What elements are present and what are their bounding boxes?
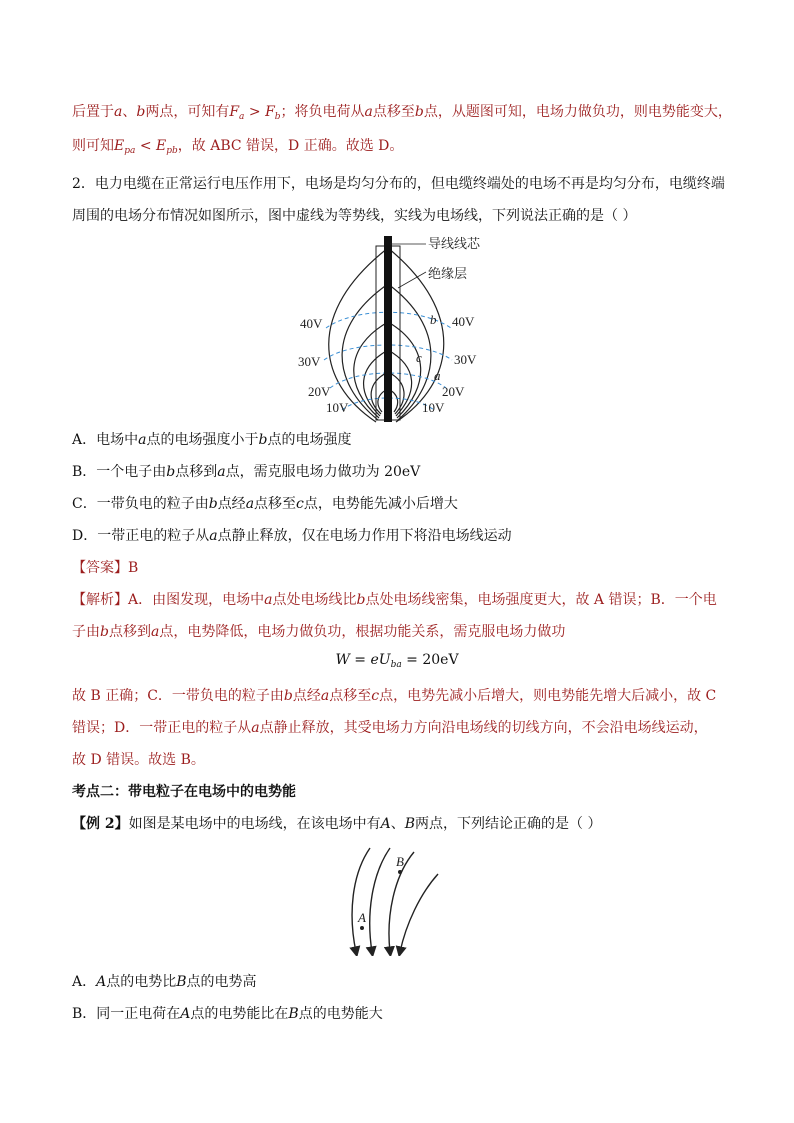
q2-stem-line-2: 周围的电场分布情况如图所示，图中虚线为等势线，实线为电场线，下列说法正确的是（ ） [72, 208, 637, 224]
q2-analysis-line-3: 故 B 正确；C．一带负电的粒子由b点经a点移至c点，电势先减小后增大，则电势能先增大后减小，故 C [72, 688, 717, 704]
q2-formula: $W = eU_{ba} = 20eV$ [335, 652, 459, 670]
wire-core [384, 236, 392, 422]
q2-option-b: B．一个电子由b点移到a点，需克服电场力做功为 20eV [72, 464, 421, 480]
ex2-point-b-dot [398, 870, 402, 874]
ex2-point-a-dot [360, 926, 364, 930]
ex2-option-b: B．同一正电荷在A点的电势能比在B点的电势能大 [72, 1006, 383, 1022]
q2-analysis-line-1: 【解析】A．由图发现，电场中a点处电场线比b点处电场线密集，电场强度更大，故 A 错误；B．一个电 [72, 592, 717, 608]
q2-analysis-line-2: 子由b点移到a点，电势降低，电场力做负功，根据功能关系，需克服电场力做功 [72, 624, 566, 640]
label-40v-right: 40V [452, 314, 475, 329]
label-20v-left: 20V [308, 384, 331, 399]
label-insulation: 绝缘层 [428, 266, 468, 281]
cable-field-figure [296, 232, 506, 424]
ex2-point-a-label: A [358, 910, 366, 925]
ex2-field-line [352, 848, 370, 952]
q2-option-a: A．电场中a点的电场强度小于b点的电场强度 [72, 432, 352, 448]
prev-solution-line-1: 后置于a、b两点，可知有$F_a > F_b$；将负电荷从a点移至b点，从题图可知，电场力做负功，则电势能变大， [72, 104, 732, 122]
point-c: c [416, 350, 422, 365]
ex2-point-b-label: B [396, 854, 404, 869]
label-10v-right: 10V [422, 400, 445, 415]
label-20v-right: 20V [442, 384, 465, 399]
q2-stem-line-1: 2．电力电缆在正常运行电压作用下，电场是均匀分布的，但电缆终端处的电场不再是均匀分布，电缆终端 [72, 176, 725, 192]
label-10v-left: 10V [326, 400, 349, 415]
label-40v-left: 40V [300, 316, 323, 331]
label-30v-left: 30V [298, 354, 321, 369]
q2-option-c: C．一带负电的粒子由b点经a点移至c点，电势能先减小后增大 [72, 496, 458, 512]
section-heading: 考点二：带电粒子在电场中的电势能 [72, 784, 296, 800]
q2-option-d: D．一带正电的粒子从a点静止释放，仅在电场力作用下将沿电场线运动 [72, 528, 512, 544]
q2-answer: 【答案】B [72, 560, 139, 576]
ex2-field-figure [340, 844, 450, 956]
label-30v-right: 30V [454, 352, 477, 367]
prev-solution-line-2: 则可知$E_{pa} < E_{pb}$，故 ABC 错误，D 正确。故选 D。 [72, 138, 404, 156]
ex2-field-line [370, 848, 390, 952]
label-core: 导线线芯 [428, 236, 481, 251]
ex2-stem: 【例 2】如图是某电场中的电场线，在该电场中有A、B两点，下列结论正确的是（ ） [72, 816, 602, 832]
point-b: b [430, 312, 437, 327]
q2-analysis-line-5: 故 D 错误。故选 B。 [72, 752, 205, 768]
point-a: a [434, 368, 441, 383]
ex2-option-a: A．A点的电势比B点的电势高 [72, 974, 257, 990]
ex2-field-line [400, 874, 438, 952]
q2-analysis-line-4: 错误；D．一带正电的粒子从a点静止释放，其受电场力方向沿电场线的切线方向，不会沿电场线运动， [72, 720, 708, 736]
